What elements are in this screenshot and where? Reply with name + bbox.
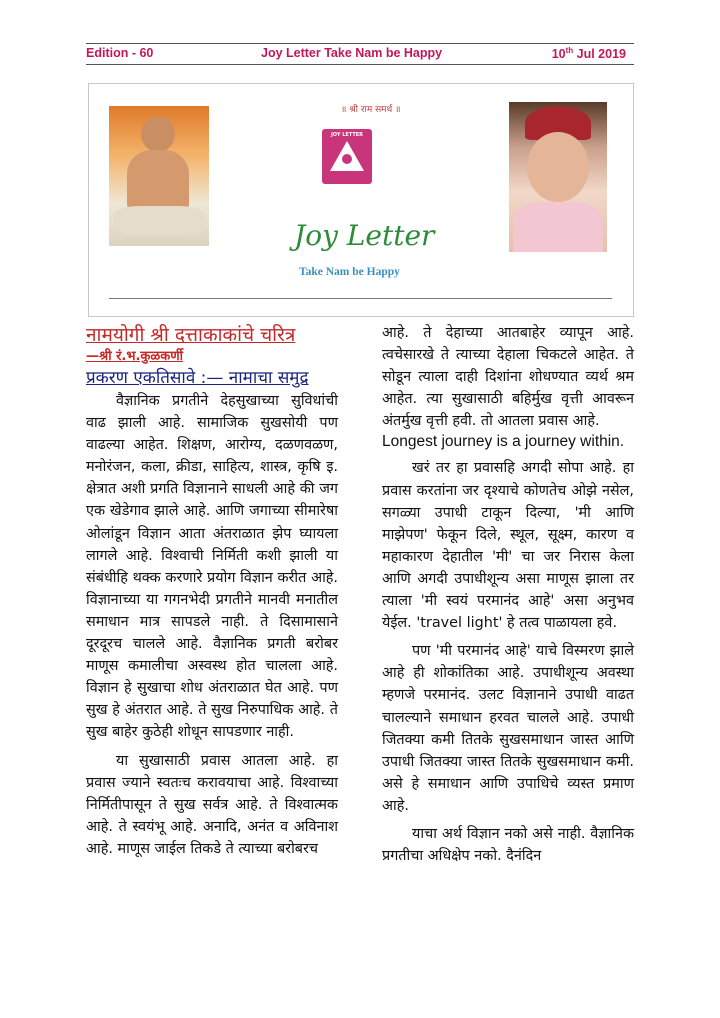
paragraph: याचा अर्थ विज्ञान नको असे नाही. वैज्ञानिक प्रगतीचा अधिक्षेप नको. दैनंदिन [382,825,634,865]
banner [88,83,634,317]
article-left-column [86,322,338,860]
issue-date [552,46,626,61]
article-title: नामयोगी श्री दत्ताकाकांचे चरित्र [86,324,296,346]
english-quote: Longest journey is a journey within. [382,433,625,451]
date-suffix: th [565,46,574,55]
newsletter-title: Joy Letter Take Nam be Happy [261,46,443,60]
article-right-column [382,322,634,867]
banner-rule [109,298,612,299]
page-header [86,46,634,64]
logo-text: JOY LETTER [330,132,364,138]
paragraph: या सुखासाठी प्रवास आतला आहे. हा प्रवास ज्याने स्वतःच करावयाचा आहे. विश्वाच्या निर्मितीपासून ते सुख सर्वत्र आहे. ते विश्वात्मक आहे. ते स्वयंभू आहे. अनादि, अनंत व अविनाश आहे. माणूस जाईल तिकडे ते त्याच्या बरोबरच [86,752,338,857]
paragraph: आहे. ते देहाच्या आतबाहेर व्यापून आहे. त्वचेसारखे ते त्याच्या देहाला चिकटले आहेत. ते सोडून त्याला दाही दिशांना शोधण्यात व्यर्थ श्रम आहेत. त्या सुखासाठी बहिर्मुख वृत्ती आवरून अंतर्मुख वृत्ती हवी. तो आतला प्रवास आहे. [382,325,634,430]
header-rule-top [86,43,634,44]
blessing-text: ॥ श्री राम समर्थ ॥ [341,105,401,115]
saint-portrait [109,106,209,246]
article-author: —श्री रं.भ.कुळकर्णी [86,349,184,364]
paragraph: वैज्ञानिक प्रगतीने देहसुखाच्या सुविधांची वाढ झाली आहे. सामाजिक सुखसोयी पण वाढल्या आहेत. शिक्षण, आरोग्य, दळणवळण, मनोरंजन, कला, क्रीडा, साहित्य, शास्त्र, कृषि इ. क्षेत्रात अशी प्रगति विज्ञानाने साधली आहे की जग एक खेडेगाव झाले आहे. आणि जगाच्या सीमारेषा ओलांडून विज्ञान आता अंतराळात झेप घ्यायला लागले आहे. विश्वाची निर्मिती कशी झाली या संबंधीहि थक्क करणारे प्रयोग विज्ञान करीत आहे. विज्ञानाच्या या गगनभेदी प्रगतीने मानवी मनातील समाधान मात्र सापडले नाही. ते दिसामासाने दूरदूरच चालले आहे. वैज्ञानिक प्रगती बरोबर माणूस कमालीचा अस्वस्थ होत चालला आहे. विज्ञान हे सुखाचा शोध अंतराळात घेत आहे. पण सुख हे अंतरात आहे. ते सुख निरुपाधिक आहे. ते सुख बाहेर कुठेही शोधून सापडणार नाही. [86,393,338,741]
joy-letter-logo [322,129,372,184]
edition-label: Edition - 60 [86,46,154,60]
chapter-heading: प्रकरण एकतिसावे :— नामाचा समुद्र [86,368,309,388]
script-title: Joy Letter [294,219,435,252]
date-day: 10 [551,47,566,62]
date-month-year: Jul 2019 [573,47,626,62]
author-portrait [509,102,607,252]
paragraph: खरं तर हा प्रवासहि अगदी सोपा आहे. हा प्रवास करतांना जर दृश्याचे कोणतेच ओझे नसेल, सगळ्या उपाधी टाकून दिल्या, 'मी आणि माझेपण' फेकून दिले, स्थूल, सूक्ष्म, कारण व महाकारण देहातील 'मी' चा जर निरास केला आणि अगदी उपाधीशून्य असा माणूस झाला तर त्याला 'मी स्वयं परमानंद आहे' असा अनुभव येईल. 'travel light' हे तत्व पाळायला हवे. [382,460,634,632]
header-rule-bottom [86,64,634,65]
tagline: Take Nam be Happy [299,266,400,278]
paragraph: पण 'मी परमानंद आहे' याचे विस्मरण झाले आहे ही शोकांतिका आहे. उपाधीशून्य अवस्था म्हणजे परमानंद. उलट विज्ञानाने उपाधी वाढत चालल्याने समाधान हरवत चालले आहे. उपाधी जितक्या कमी तितके सुखसमाधान जास्त आणि उपाधी जितक्या जास्त तितके सुखसमाधान कमी. असे हे समाधान आणि उपाधिचे व्यस्त प्रमाण आहे. [382,643,634,814]
